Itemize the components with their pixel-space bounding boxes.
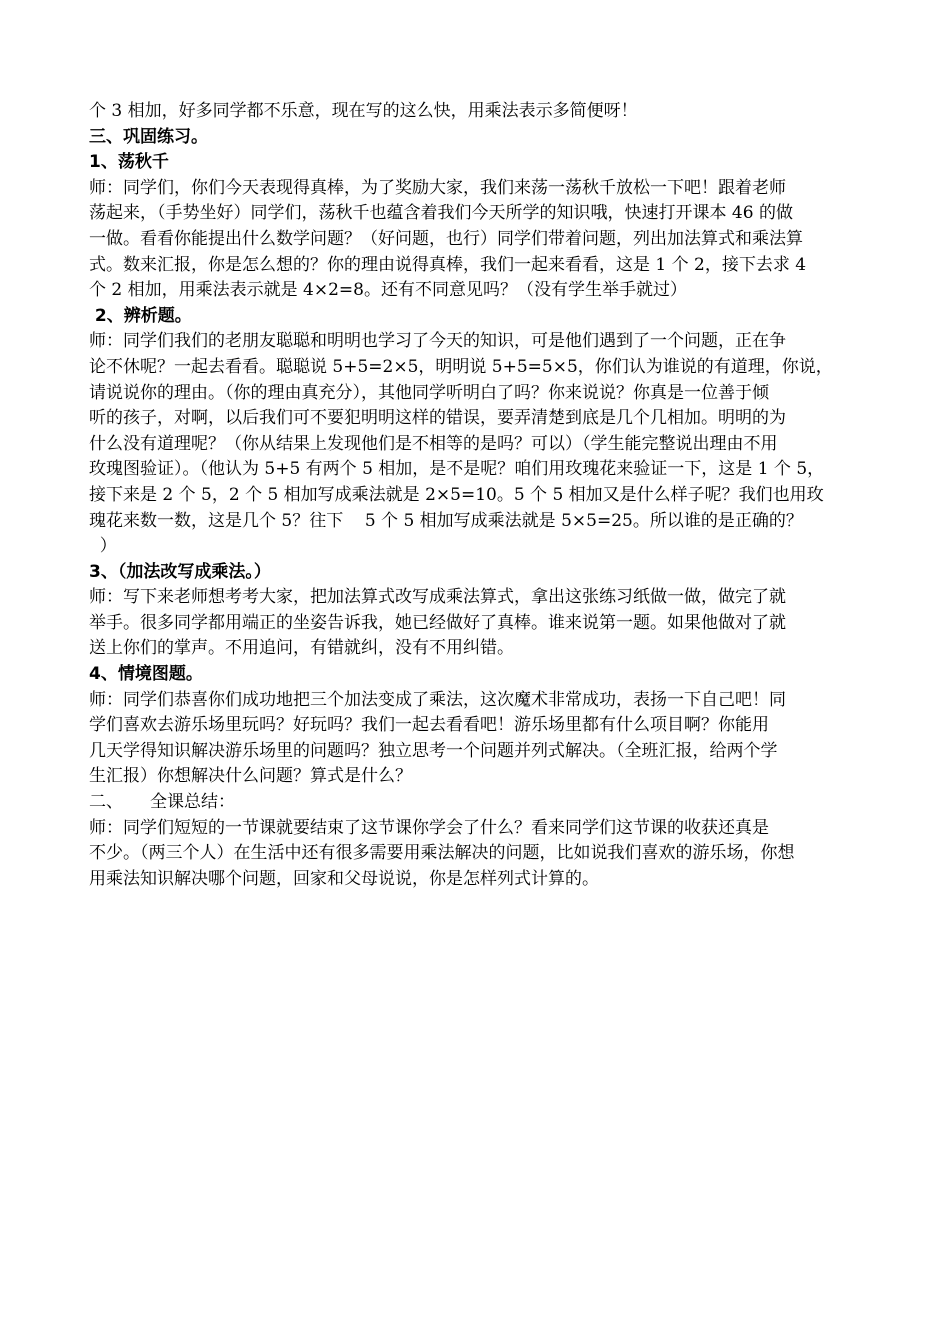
subheading-swing: 1、荡秋千 [89,152,169,173]
section-heading-consolidation: 三、巩固练习。 [89,126,208,147]
text-line-5: 荡起来，（手势坐好）同学们，荡秋千也蕴含着我们今天所学的知识哦，快速打开课本 46 的做 [89,203,793,224]
text-line-17: 瑰花来数一数，这是几个 5？往下 5 个 5 相加写成乘法就是 5×5=25。所以谁的是正确的？ [89,510,803,531]
text-line-18: ） [89,536,117,557]
text-line-4: 师：同学们，你们今天表现得真棒，为了奖励大家，我们来荡一荡秋千放松一下吧！跟着老师 [89,177,786,198]
text-line-15: 玫瑰图验证）。（他认为 5+5 有两个 5 相加，是不是呢？咱们用玫瑰花来验证一下，这是 1 个 5， [89,459,825,480]
text-line-20: 师：写下来老师想考考大家，把加法算式改写成乘法算式，拿出这张练习纸做一做，做完了就 [89,587,786,608]
text-line-13: 听的孩子，对啊，以后我们可不要犯明明这样的错误，要弄清楚到底是几个几相加。明明的为 [89,408,786,429]
text-line-14: 什么没有道理呢？（你从结果上发现他们是不相等的是吗？可以）（学生能完整说出理由不用 [89,433,778,454]
text-line-30: 不少。（两三个人）在生活中还有很多需要用乘法解决的问题，比如说我们喜欢的游乐场，你想 [89,843,795,864]
text-line-12: 请说说你的理由。（你的理由真充分），其他同学听明白了吗？你来说说？你真是一位善于倾 [89,382,769,403]
text-line-31: 用乘法知识解决哪个问题，回家和父母说说，你是怎样列式计算的。 [89,868,599,889]
text-line-25: 学们喜欢去游乐场里玩吗？好玩吗？我们一起去看看吧！游乐场里都有什么项目啊？你能用 [89,715,769,736]
text-line-6: 一做。看看你能提出什么数学问题？（好问题，也行）同学们带着问题，列出加法算式和乘法算 [89,228,803,249]
text-line-22: 送上你们的掌声。不用追问，有错就纠，没有不用纠错。 [89,638,514,659]
text-line-29: 师：同学们短短的一节课就要结束了这节课你学会了什么？看来同学们这节课的收获还真是 [89,817,769,838]
text-line-26: 几天学得知识解决游乐场里的问题吗？独立思考一个问题并列式解决。（全班汇报，给两个学 [89,740,778,761]
text-line-7: 式。数来汇报，你是怎么想的？你的理由说得真棒，我们一起来看看，这是 1 个 2，接下去求 4 [89,254,807,275]
subheading-addition-to-multiplication: 3、（加法改写成乘法。） [89,561,271,582]
subheading-situation-picture: 4、情境图题。 [89,664,203,685]
text-line-8: 个 2 相加，用乘法表示就是 4×2=8。还有不同意见吗？（没有学生举手就过） [89,280,687,301]
text-line-24: 师：同学们恭喜你们成功地把三个加法变成了乘法，这次魔术非常成功，表扬一下自己吧！同 [89,689,786,710]
document-page [89,99,864,892]
text-line-10: 师：同学们我们的老朋友聪聪和明明也学习了今天的知识，可是他们遇到了一个问题，正在争 [89,331,786,352]
text-line-1: 个 3 相加，好多同学都不乐意，现在写的这么快，用乘法表示多简便呀！ [89,101,638,121]
text-line-21: 举手。很多同学都用端正的坐姿告诉我，她已经做好了真棒。谁来说第一题。如果他做对了就 [89,612,786,633]
subheading-analysis: 2、辨析题。 [89,305,192,326]
section-heading-summary: 二、 全课总结： [89,792,236,813]
text-line-16: 接下来是 2 个 5，2 个 5 相加写成乘法就是 2×5=10。5 个 5 相加又是什么样子呢？我们也用玫 [89,484,824,505]
text-line-27: 生汇报）你想解决什么问题？算式是什么？ [89,766,412,787]
text-line-11: 论不休呢？一起去看看。聪聪说 5+5=2×5，明明说 5+5=5×5，你们认为谁说的有道理，你说， [89,356,833,377]
